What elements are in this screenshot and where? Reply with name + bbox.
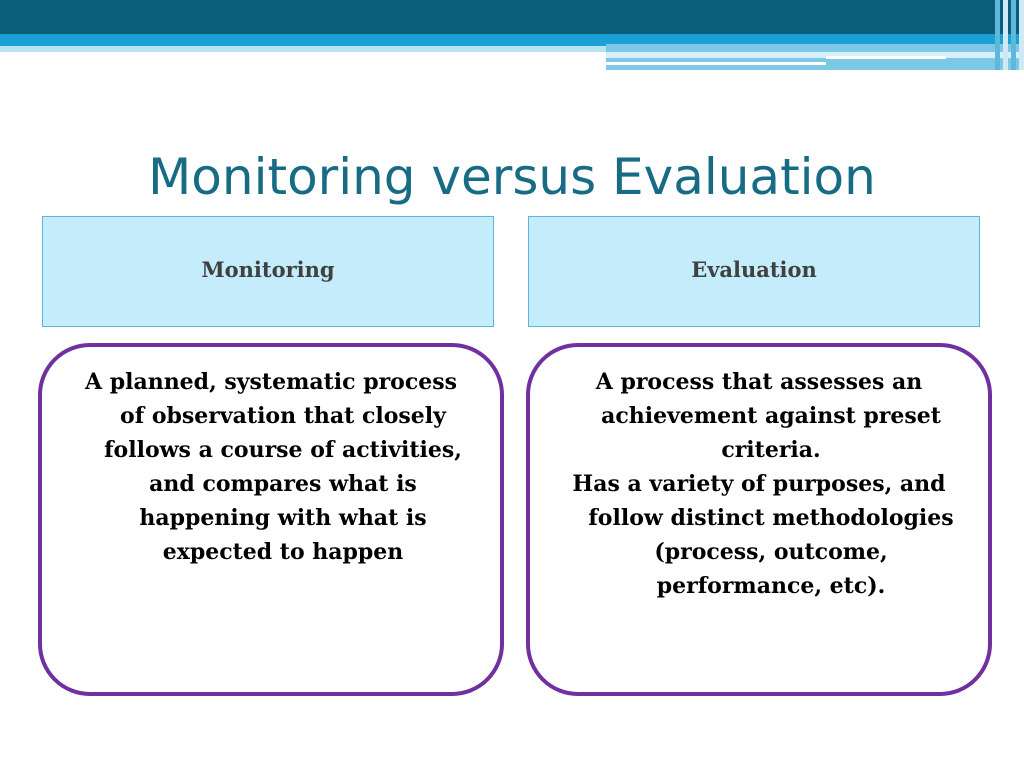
header-band-dark [0, 0, 1024, 34]
header-accent-line [826, 56, 946, 59]
header-accent-line [606, 52, 1024, 58]
header-accent-line [606, 62, 826, 65]
slide-title: Monitoring versus Evaluation [148, 148, 876, 206]
evaluation-purposes: Has a variety of purposes, and follow distinct methodologies (process, outcome, performance, etc). [572, 471, 954, 599]
evaluation-header-box [528, 216, 980, 327]
monitoring-header-label: Monitoring [201, 257, 335, 282]
evaluation-definition: A process that assesses an achievement against preset criteria. [595, 369, 941, 463]
header-stripe [995, 0, 1000, 70]
header-stripes [990, 0, 1024, 70]
evaluation-content-box [526, 343, 992, 696]
evaluation-header-label: Evaluation [691, 257, 817, 282]
monitoring-definition: A planned, systematic process of observation that closely follows a course of activities, and compares what is happening with what is expected to happen [84, 369, 462, 565]
monitoring-content-box [38, 343, 504, 696]
header-stripe [1011, 0, 1016, 70]
header-stripe [1019, 0, 1024, 70]
monitoring-header-box [42, 216, 494, 327]
header-stripe [1003, 0, 1008, 70]
